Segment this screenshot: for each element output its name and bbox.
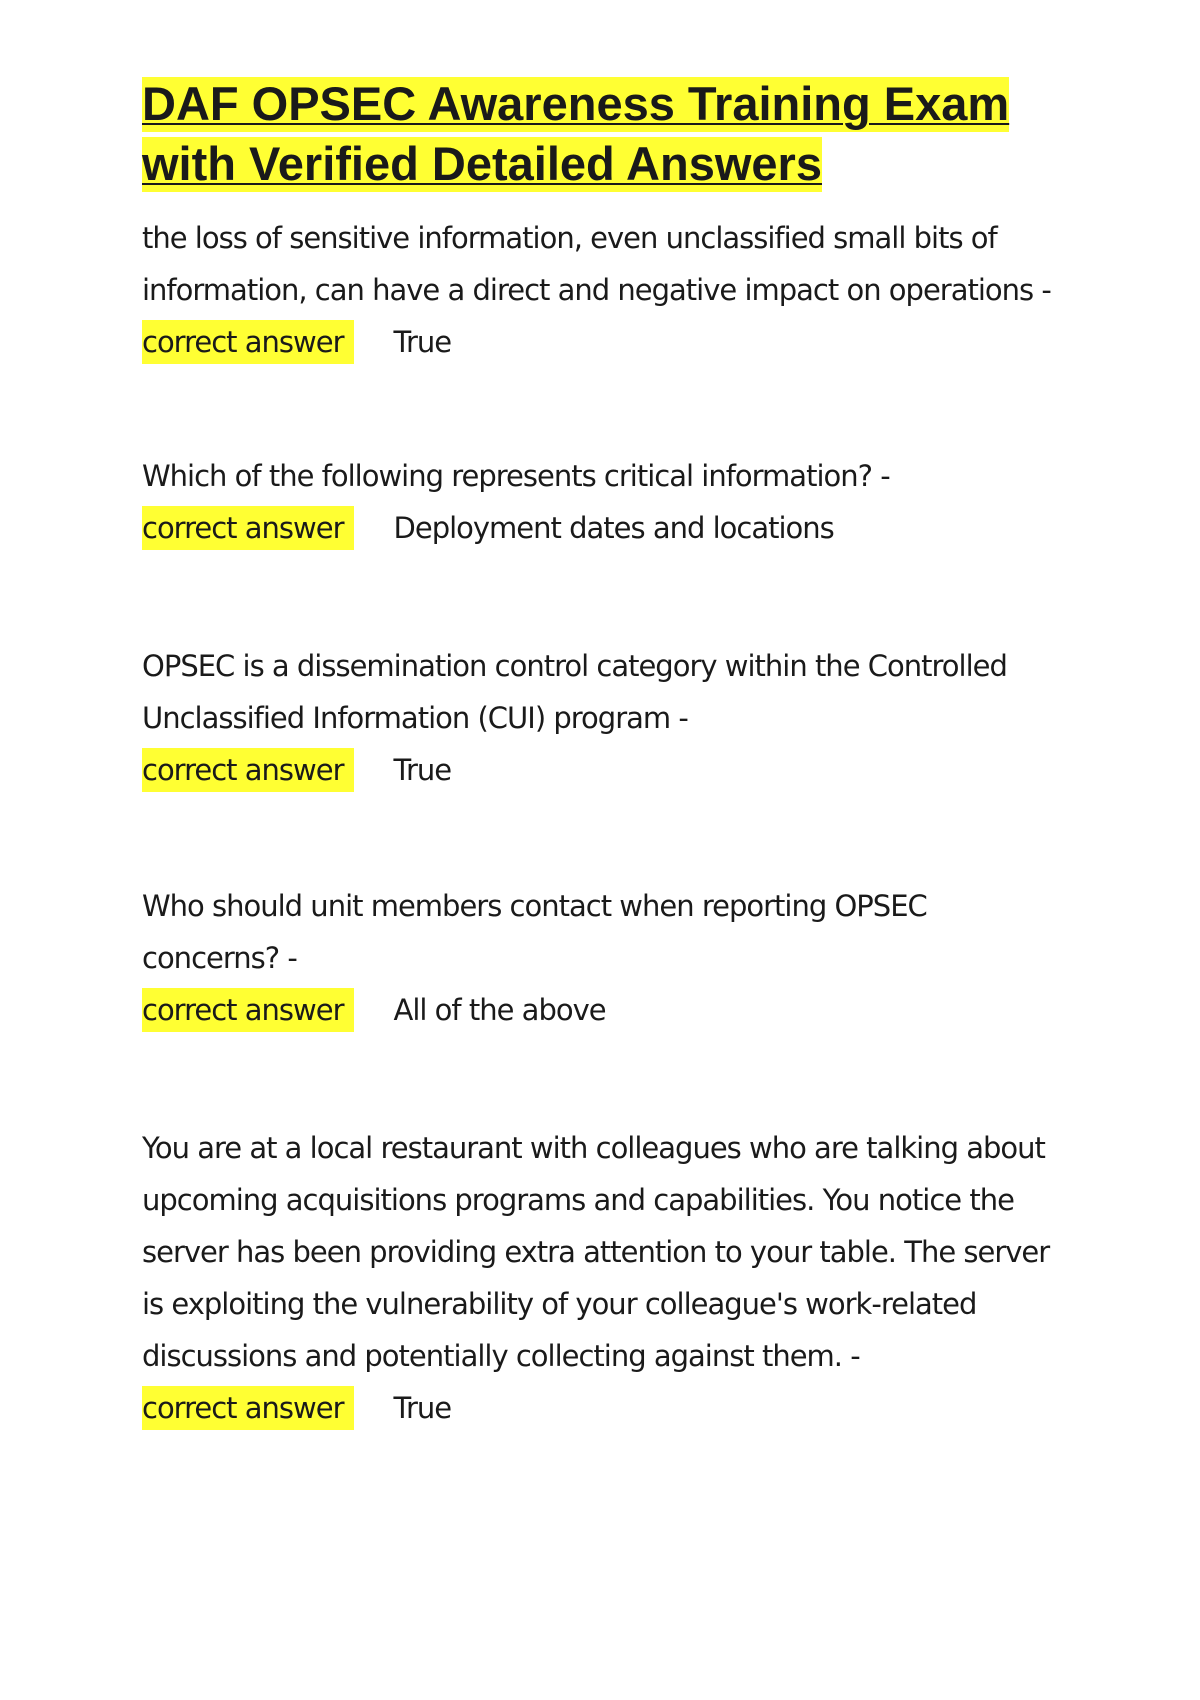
question-block xyxy=(142,212,1062,368)
answer-text: True xyxy=(393,1391,452,1425)
question-block xyxy=(142,640,1062,796)
correct-answer-label: correct answer xyxy=(142,320,354,364)
question-text: Who should unit members contact when reporting OPSEC concerns? - xyxy=(142,889,927,975)
answer-line xyxy=(142,984,1062,1036)
answer-text: True xyxy=(393,753,452,787)
document-title-text: DAF OPSEC Awareness Training Exam with Verified Detailed Answers xyxy=(142,77,1010,190)
answer-text: Deployment dates and locations xyxy=(393,511,834,545)
answer-text: All of the above xyxy=(393,993,606,1027)
correct-answer-label: correct answer xyxy=(142,1386,354,1430)
answer-text: True xyxy=(393,325,452,359)
document-title xyxy=(142,74,1042,194)
answer-line xyxy=(142,744,1062,796)
question-text: OPSEC is a dissemination control category within the Controlled Unclassified Information (CUI) program - xyxy=(142,649,1007,735)
correct-answer-label: correct answer xyxy=(142,506,354,550)
correct-answer-label: correct answer xyxy=(142,988,354,1032)
correct-answer-label: correct answer xyxy=(142,748,354,792)
answer-line xyxy=(142,502,1062,554)
question-text: the loss of sensitive information, even unclassified small bits of information, can have a direct and negative impact on operations - xyxy=(142,221,1051,307)
answer-line xyxy=(142,1382,1062,1434)
question-text: You are at a local restaurant with colleagues who are talking about upcoming acquisitions programs and capabilities. You notice the server has been providing extra attention to your table. The server is exploiting the vulnerability of your colleague's work-related discussions and potentially collecting against them. - xyxy=(142,1131,1050,1373)
question-text: Which of the following represents critical information? - xyxy=(142,459,890,493)
question-block xyxy=(142,1122,1062,1434)
question-block xyxy=(142,450,1062,554)
question-block xyxy=(142,880,1062,1036)
answer-line xyxy=(142,316,1062,368)
